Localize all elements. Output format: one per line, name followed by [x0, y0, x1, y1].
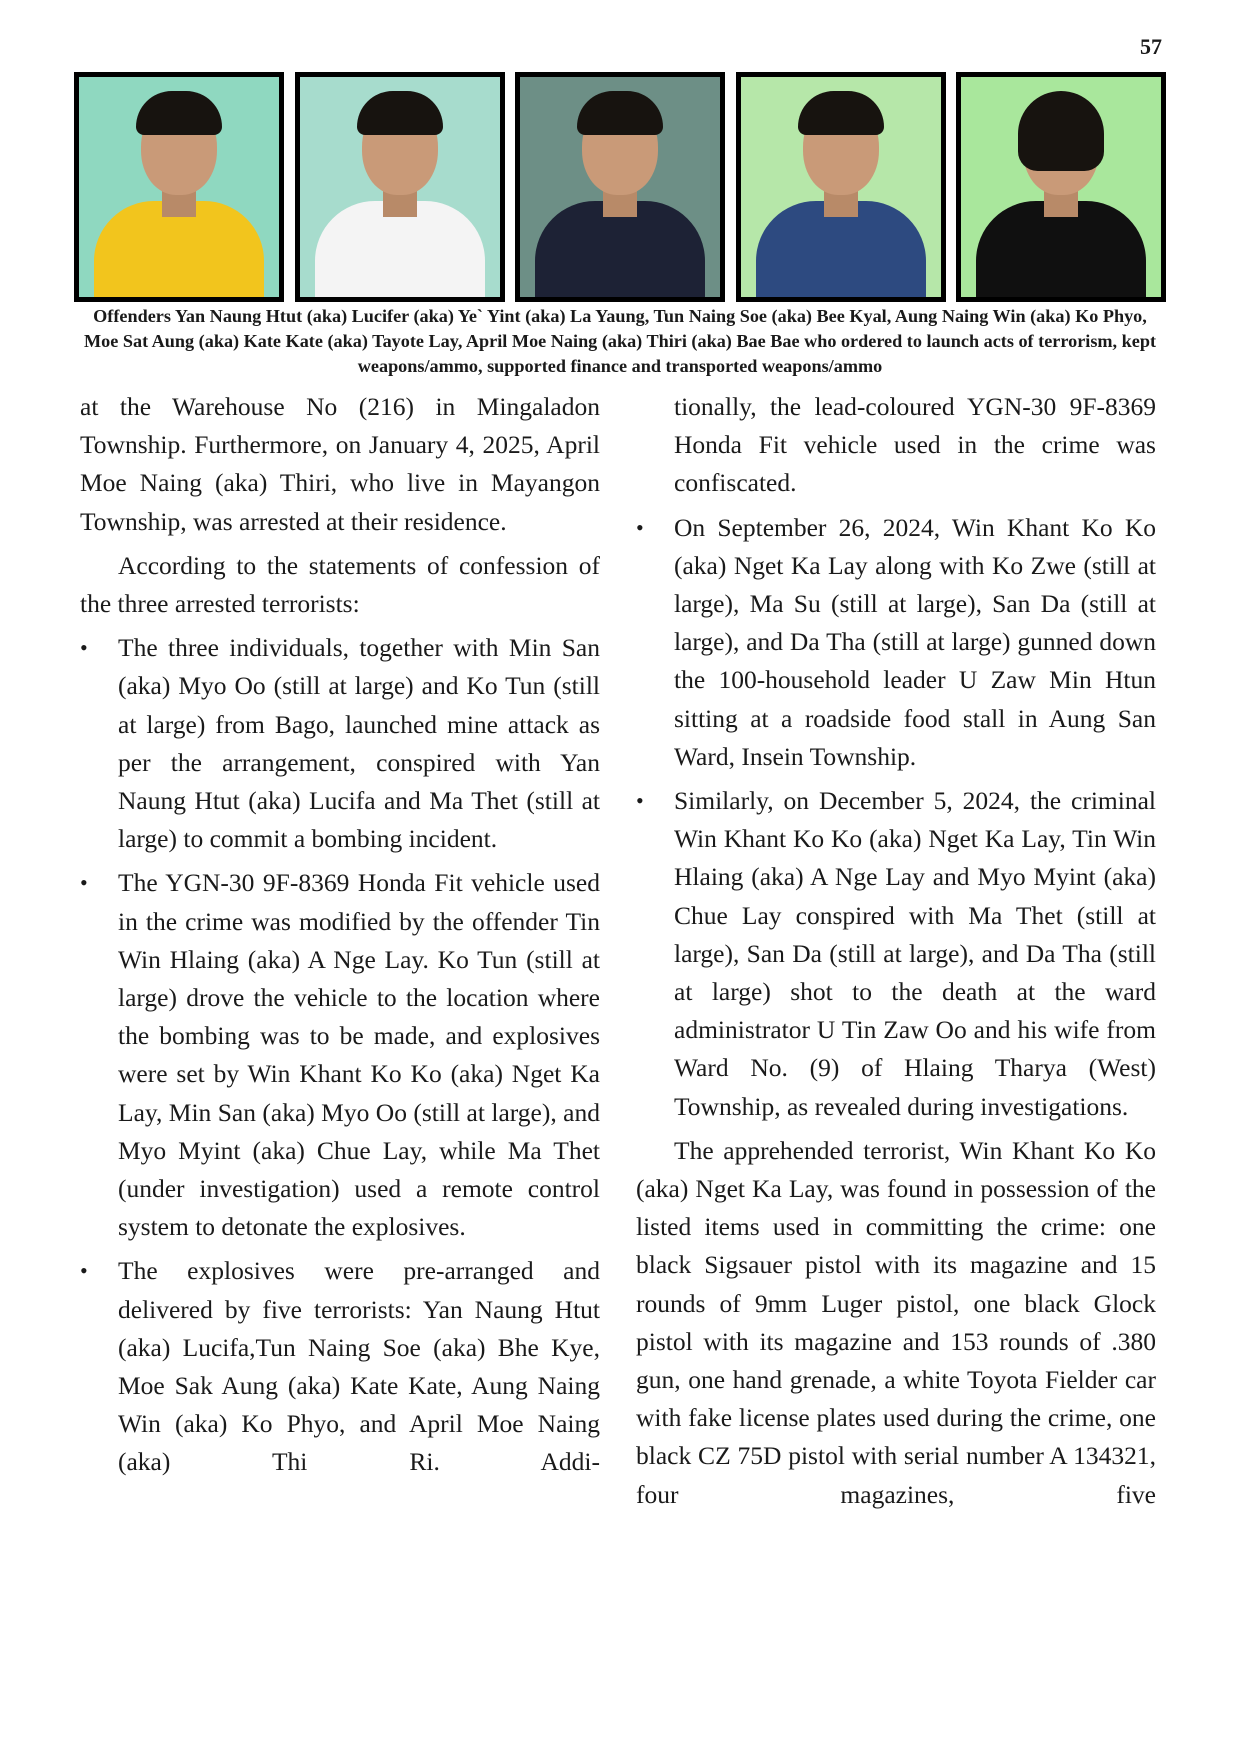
list-item	[636, 782, 1156, 1126]
list-item-text: The YGN-30 9F-8369 Honda Fit vehicle used in the crime was modified by the offender Tin Win Hlaing (aka) A Nge Lay. Ko Tun (still at large) drove the vehicle to the location where the bombing was to be made, and explosives were set by Win Khant Ko Ko (aka) Nget Ka Lay, Min San (aka) Myo Oo (still at large), and Myo Myint (aka) Chue Lay, while Ma Thet (under investigation) used a remote control system to detonate the explosives.	[118, 868, 600, 1242]
bullet-icon: •	[80, 1258, 88, 1284]
offender-photo-2	[295, 72, 505, 302]
paragraph: The apprehended terrorist, Win Khant Ko Ko (aka) Nget Ka Lay, was found in possession of the listed items used in committing the crime: one black Sigsauer pistol with its magazine and 15 rounds of 9mm Luger pistol, one black Glock pistol with its magazine and 153 rounds of .380 gun, one hand grenade, a white Toyota Fielder car with fake license plates used during the crime, one black CZ 75D pistol with serial number A 134321, four magazines, five	[636, 1135, 1156, 1509]
paragraph: According to the statements of confession of the three arrested terrorists:	[80, 550, 600, 619]
list-item-text: The three individuals, together with Min San (aka) Myo Oo (still at large) and Ko Tun (still at large) from Bago, launched mine attack as per the arrangement, conspired with Yan Naung Htut (aka) Lucifa and Ma Thet (still at large) to commit a bombing incident.	[118, 633, 600, 854]
hair	[1018, 91, 1104, 171]
bullet-icon: •	[80, 870, 88, 896]
list-item	[636, 509, 1156, 776]
left-column	[80, 388, 600, 1488]
offender-photo-4	[736, 72, 946, 302]
photo-caption: Offenders Yan Naung Htut (aka) Lucifer (aka) Ye` Yint (aka) La Yaung, Tun Naing Soe (aka) Bee Kyal, Aung Naing Win (aka) Ko Phyo, Moe Sat Aung (aka) Kate Kate (aka) Tayote Lay, April Moe Naing (aka) Thiri (aka) Bae Bae who ordered to launch acts of terrorism, kept weapons/ammo, supported finance and transported weapons/ammo	[83, 306, 1156, 376]
list-item-continuation	[636, 388, 1156, 503]
bullet-icon: •	[636, 788, 644, 814]
right-column	[636, 388, 1156, 1514]
page-number: 57	[1140, 34, 1162, 59]
list-item-text: On September 26, 2024, Win Khant Ko Ko (aka) Nget Ka Lay along with Ko Zwe (still at large), Ma Su (still at large), San Da (still at large), and Da Tha (still at large) gunned down the 100-household leader U Zaw Min Htun sitting at a roadside food stall in Aung San Ward, Insein Township.	[674, 512, 1156, 771]
bullet-list	[636, 388, 1156, 1126]
list-item-text: tionally, the lead-coloured YGN-30 9F-8369 Honda Fit vehicle used in the crime was confiscated.	[674, 392, 1156, 498]
offender-photo-5	[956, 72, 1166, 302]
list-item-text: The explosives were pre-arranged and delivered by five terrorists: Yan Naung Htut (aka) Lucifa,Tun Naing Soe (aka) Bhe Kye, Moe Sak Aung (aka) Kate Kate, Aung Naing Win (aka) Ko Phyo, and April Moe Naing (aka) Thi Ri. Addi-	[118, 1256, 600, 1477]
offender-photos	[74, 72, 1166, 302]
bullet-icon: •	[80, 635, 88, 661]
paragraph: at the Warehouse No (216) in Mingaladon Township. Furthermore, on January 4, 2025, April Moe Naing (aka) Thiri, who live in Mayangon Township, was arrested at their residence.	[80, 392, 600, 536]
list-item	[80, 629, 600, 858]
offender-photo-1	[74, 72, 284, 302]
bullet-list	[80, 629, 600, 1481]
bullet-icon: •	[636, 514, 644, 540]
list-item	[80, 1252, 600, 1481]
list-item	[80, 864, 600, 1246]
offender-photo-3	[515, 72, 725, 302]
list-item-text: Similarly, on December 5, 2024, the criminal Win Khant Ko Ko (aka) Nget Ka Lay, Tin Win Hlaing (aka) A Nge Lay and Myo Myint (aka) Chue Lay conspired with Ma Thet (still at large), San Da (still at large), and Da Tha (still at large) shot to the death at the ward administrator U Tin Zaw Oo and his wife from Ward No. (9) of Hlaing Tharya (West) Township, as revealed during investigations.	[674, 786, 1156, 1121]
